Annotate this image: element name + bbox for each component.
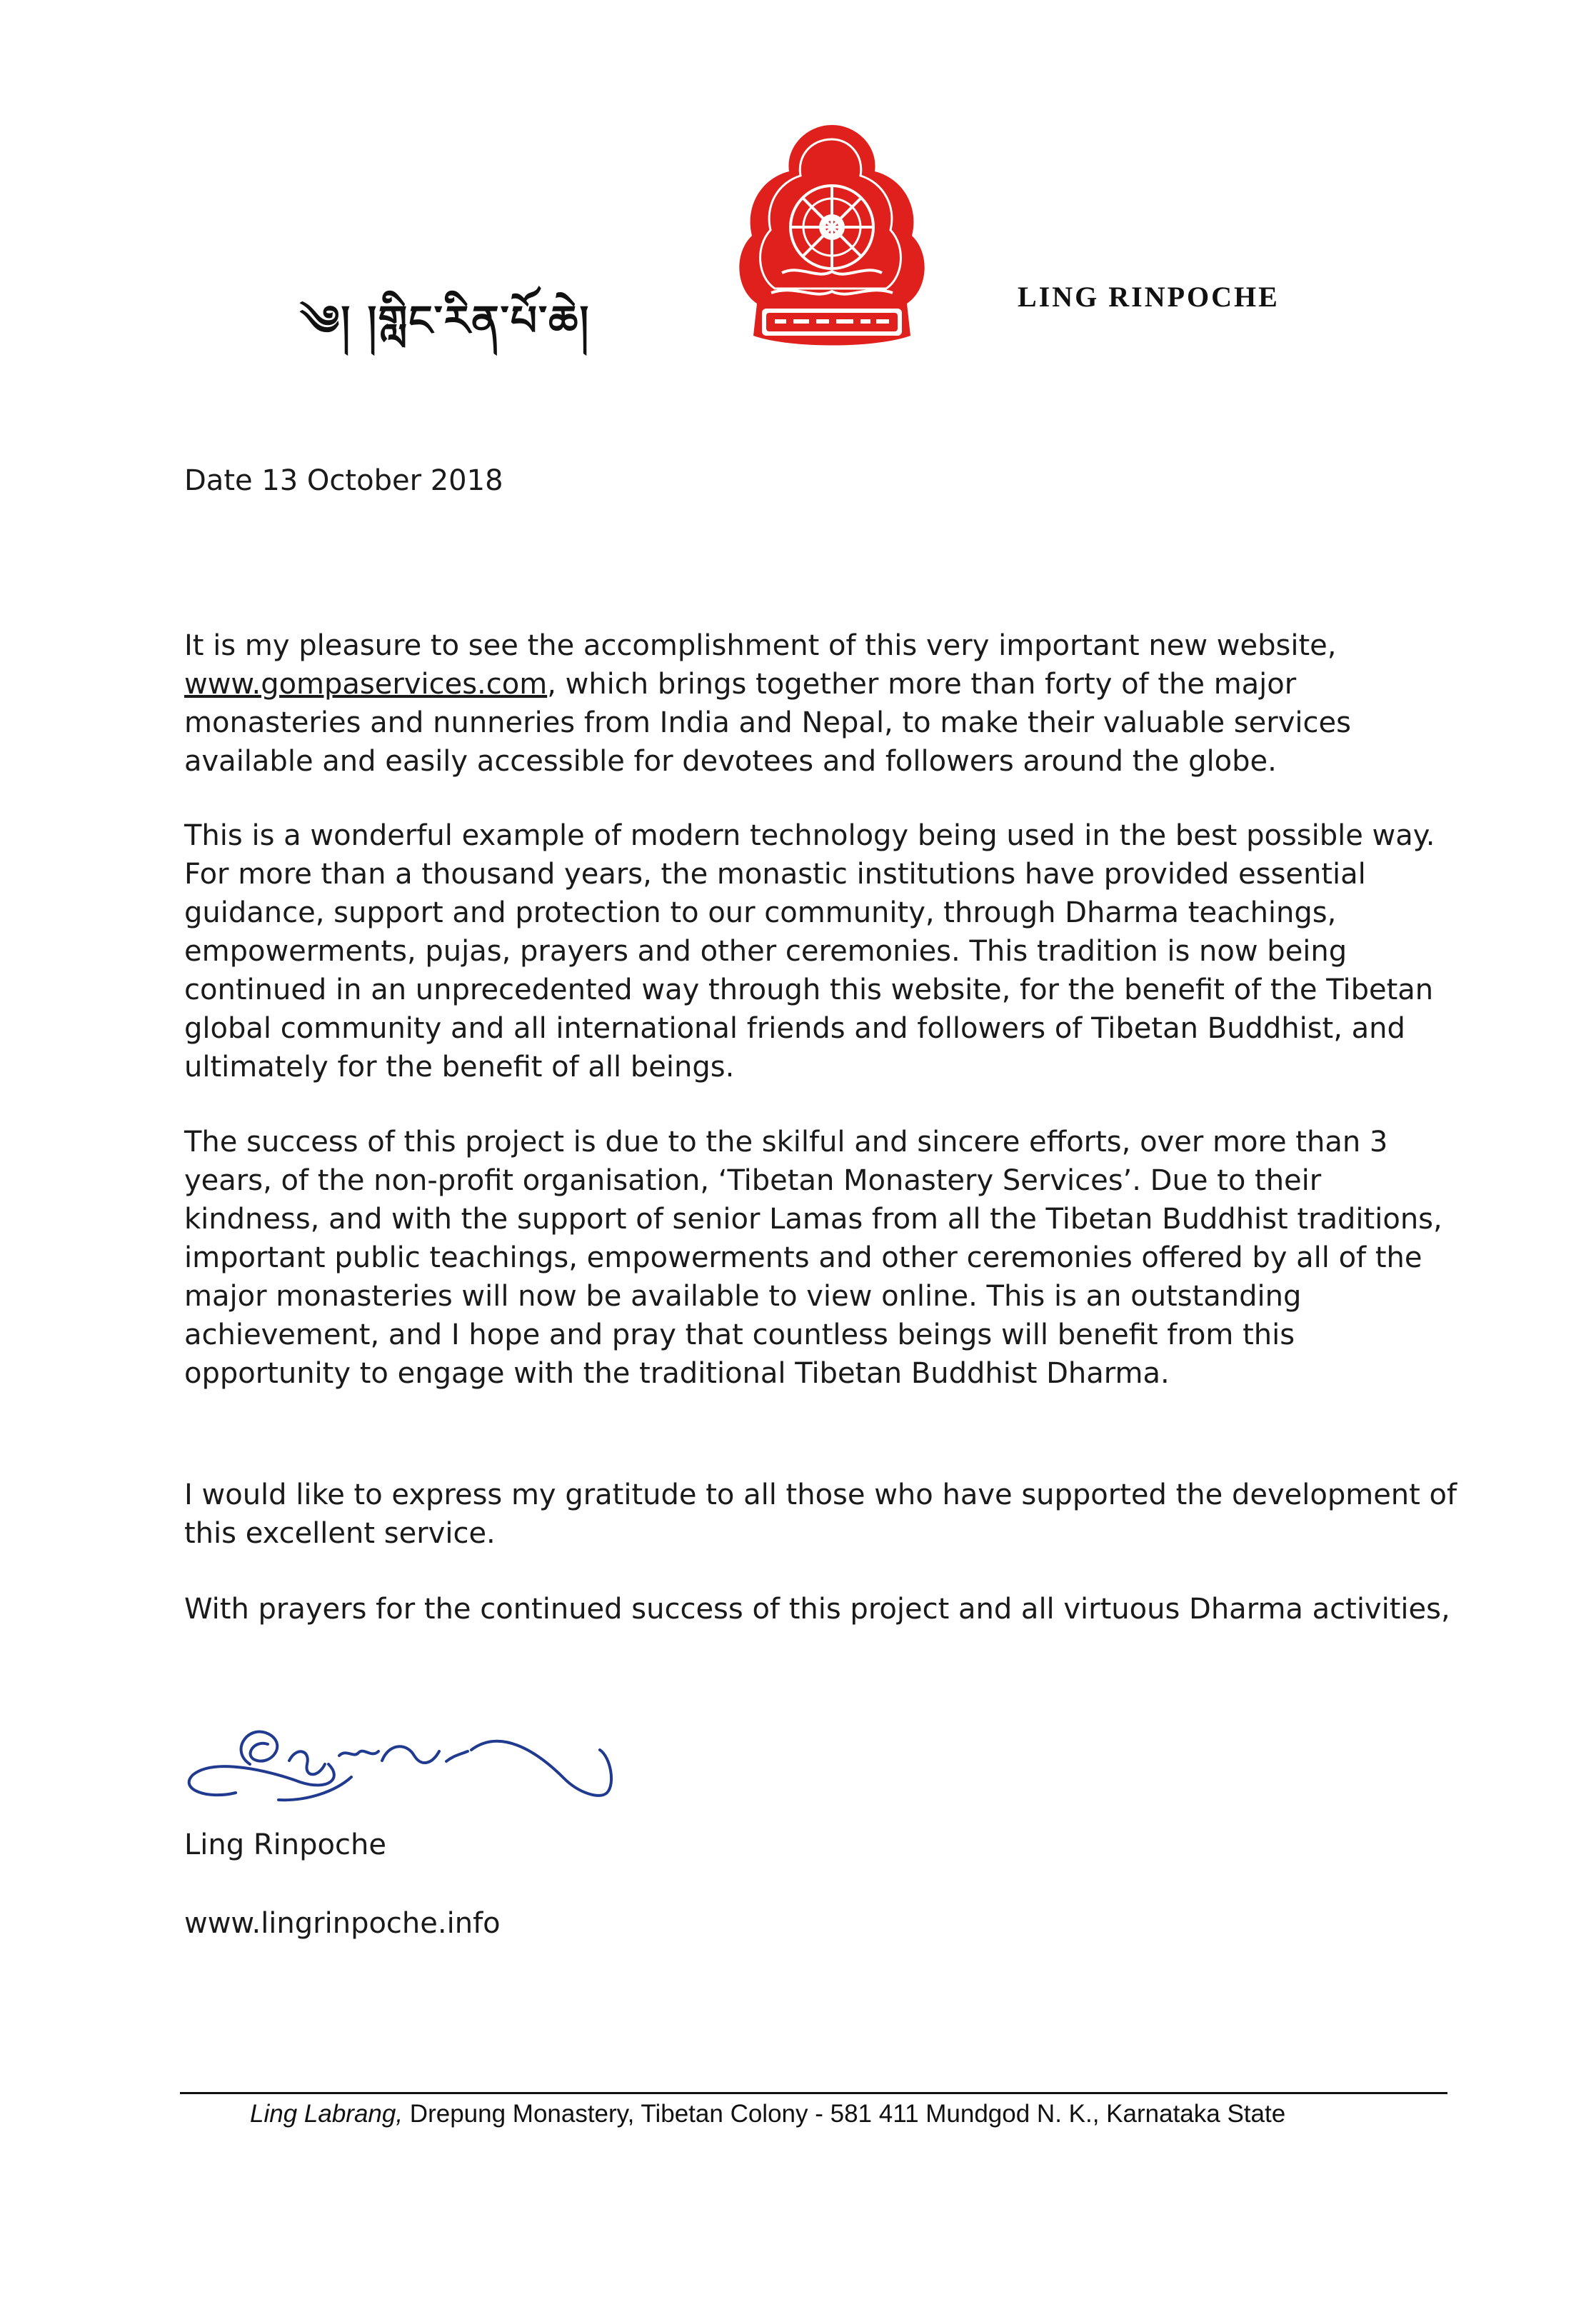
signer-name: Ling Rinpoche [184,1828,386,1861]
signer-website[interactable]: www.lingrinpoche.info [184,1907,501,1940]
gompaservices-link[interactable]: www.gompaservices.com [184,668,548,701]
paragraph-website-intro-start: It is my pleasure to see the accomplishment of this very important new website, [184,629,1337,662]
footer-labrang: Ling Labrang, [250,2100,403,2128]
paragraph-website-intro [184,626,1462,781]
footer-divider [180,2092,1447,2094]
paragraph-gratitude: I would like to express my gratitude to all those who have supported the development of this excellent service. [184,1478,1457,1550]
handwritten-signature [164,1693,621,1836]
red-seal-emblem [732,121,932,357]
tibetan-name-heading: ༄། །གླིང་རིན་པོ་ཆེ། [300,296,591,345]
footer-address-rest: Drepung Monastery, Tibetan Colony - 581 411 Mundgod N. K., Karnataka State [403,2100,1286,2128]
paragraph-technology: This is a wonderful example of modern technology being used in the best possible way. For more than a thousand years, the monastic institutions have provided essential guidance, support and protection to our community, through Dharma teachings, empowerments, pujas, prayers and other ceremonies. This tradition is now being continued in an unprecedented way through this website, for the benefit of the Tibetan global community and all international friends and followers of Tibetan Buddhist, and ultimately for the benefit of all beings. [184,819,1435,1084]
letterhead-name: LING RINPOCHE [1018,281,1280,313]
letter-date: Date 13 October 2018 [184,464,503,497]
paragraph-project-success: The success of this project is due to the skilful and sincere efforts, over more than 3 years, of the non-profit organisation, ‘Tibetan Monastery Services’. Due to their kindness, and with the support of senior Lamas from all the Tibetan Buddhist traditions, important public teachings, empowerments and other ceremonies offered by all of the major monasteries will now be available to view online. This is an outstanding achievement, and I hope and pray that countless beings will benefit from this opportunity to engage with the traditional Tibetan Buddhist Dharma. [184,1126,1442,1390]
footer-address [250,2100,1285,2128]
paragraph-website-intro-end: , which brings together more than forty of the major monasteries and nunneries from India and Nepal, to make their valuable services available and easily accessible for devotees and followers around the globe. [184,668,1351,778]
paragraph-closing: With prayers for the continued success of this project and all virtuous Dharma activities, [184,1593,1450,1626]
